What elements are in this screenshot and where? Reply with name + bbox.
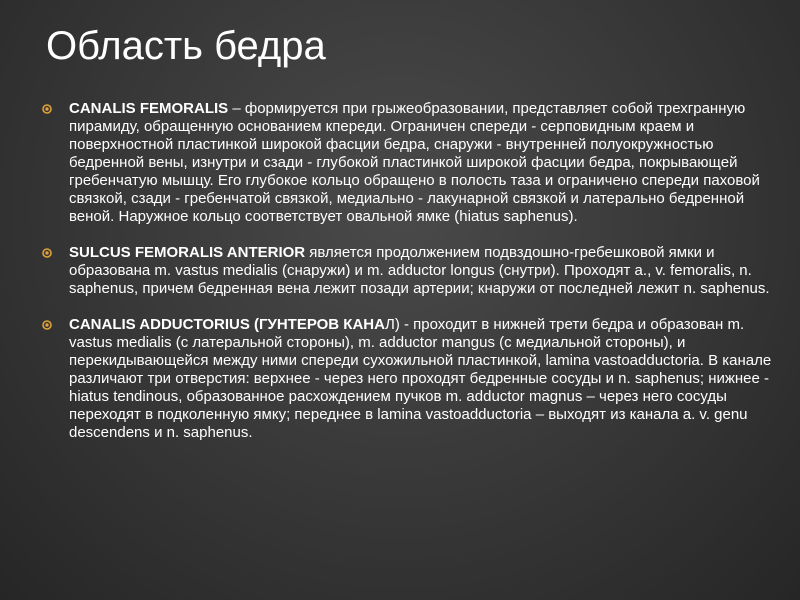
slide-body: [40, 100, 780, 460]
circle-bullet-icon: [42, 248, 52, 258]
item-term: SULCUS FEMORALIS ANTERIOR: [69, 244, 306, 261]
bullet-item-sulcus-femoralis: [40, 244, 780, 298]
slide-title: Область бедра: [46, 24, 326, 68]
item-term: CANALIS FEMORALIS: [69, 100, 229, 117]
item-term: CANALIS ADDUCTORIUS (ГУНТЕРОВ КАНА: [69, 316, 385, 333]
bullet-item-canalis-femoralis: [40, 100, 780, 226]
circle-bullet-icon: [42, 104, 52, 114]
bullet-item-canalis-adductorius: [40, 316, 780, 442]
item-text: – формируется при грыжеобразовании, представляет собой трехгранную пирамиду, обращенную основанием кпереди. Ограничен спереди - серповидным краем и поверхностной пластинкой широкой фасции бедра, снаружи - внутренней полуокружностью бедренной вены, изнутри и сзади - глубокой пластинкой широкой фасции бедра, покрывающей гребенчатую мышцу. Его глубокое кольцо обращено в полость таза и ограничено спереди паховой связкой, сзади - гребенчатой связкой, медиально - лакунарной связкой и латерально бедренной веной. Наружное кольцо соответствует овальной ямке (hiatus saphenus).: [69, 100, 760, 225]
item-text: Л) - проходит в нижней трети бедра и образован m. vastus medialis (с латеральной стороны), m. adductor mangus (с медиальной стороны), и перекидывающейся между ними спереди сухожильной пластинкой, lamina vastoadductoria. В канале различают три отверстия: верхнее - через него проходят бедренные сосуды и n. saphenus; нижнее - hiatus tendinous, образованное расхождением пучков m. adductor magnus – через него сосуды переходят в подколенную ямку; переднее в lamina vastoadductoria – выходят из канала a. v. genu descendens и n. saphenus.: [69, 316, 772, 441]
circle-bullet-icon: [42, 320, 52, 330]
item-text: является продолжением подвздошно-гребешковой ямки и образована m. vastus medialis (снаружи) и m. adductor longus (снутри). Проходят а., v. femoralis, n. saphenus, причем бедренная вена лежит позади артерии; кнаружи от последней лежит n. saphenus.: [69, 244, 770, 297]
